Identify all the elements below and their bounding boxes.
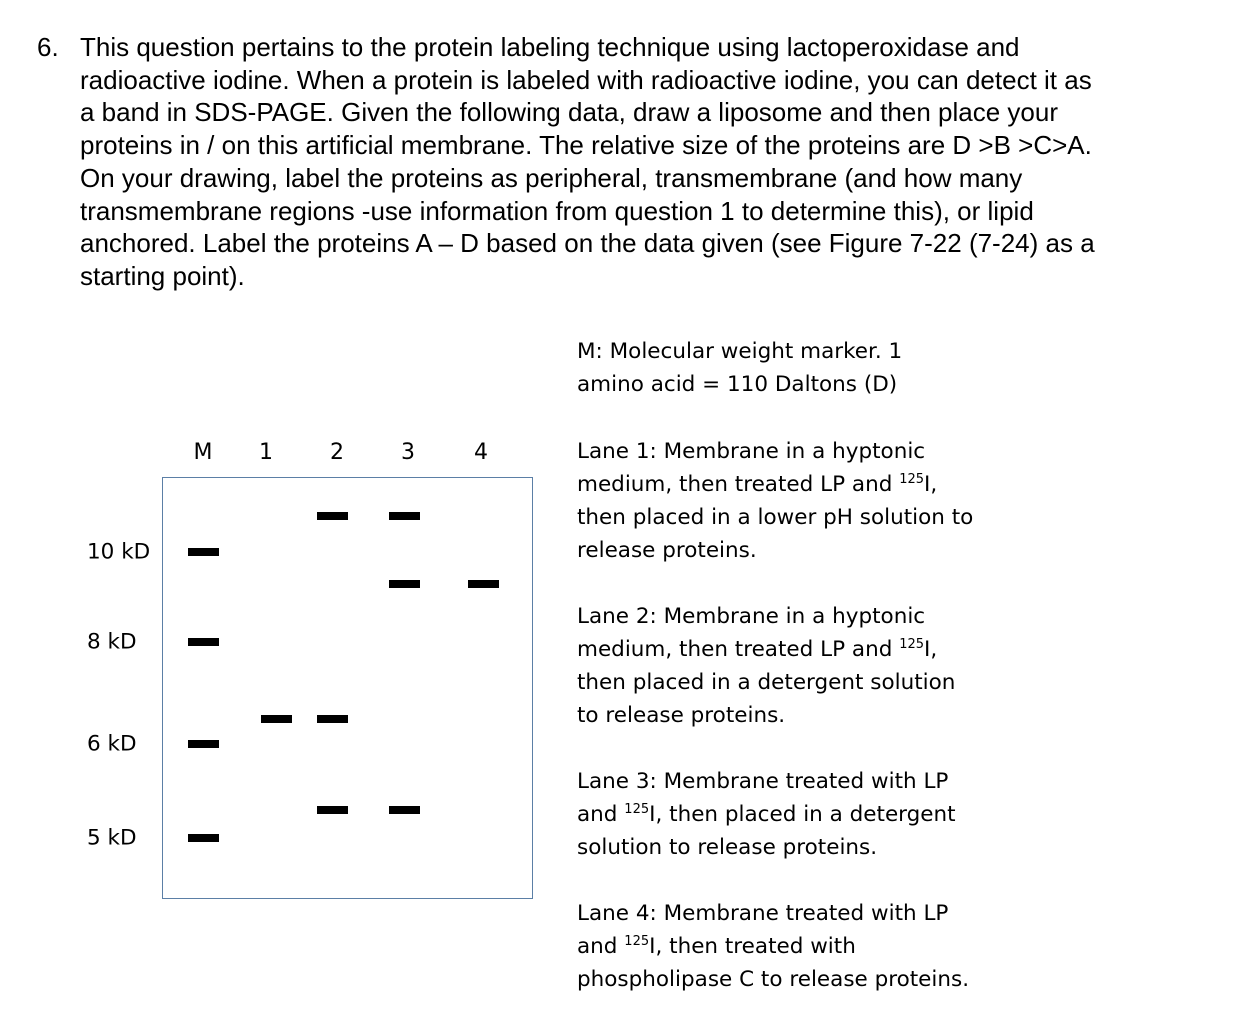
lane-3-band bbox=[389, 512, 420, 520]
lane-3-band bbox=[389, 580, 420, 588]
legend-line: Lane 2: Membrane in a hyptonic bbox=[577, 604, 926, 629]
legend-line: medium, then treated LP and $^{125}$I, bbox=[577, 472, 938, 497]
question-line: starting point). bbox=[80, 260, 245, 291]
legend-line: Lane 3: Membrane treated with LP bbox=[577, 769, 949, 794]
legend-line: M: Molecular weight marker. 1 bbox=[577, 339, 903, 364]
question-line: a band in SDS-PAGE. Given the following data, draw a liposome and then place your bbox=[80, 97, 1058, 128]
lane-4-band bbox=[468, 580, 499, 588]
question-line: anchored. Label the proteins A – D based on the data given (see Figure 7-22 (7-24) as a bbox=[80, 228, 1095, 259]
legend-line: then placed in a detergent solution bbox=[577, 670, 956, 695]
lane-1-band bbox=[261, 715, 292, 723]
question-line: transmembrane regions -use information from question 1 to determine this), or lipid bbox=[80, 195, 1034, 226]
legend-line: Lane 4: Membrane treated with LP bbox=[577, 901, 949, 926]
legend-line: to release proteins. bbox=[577, 703, 786, 728]
lane-2-band bbox=[317, 806, 348, 814]
lane-2-band bbox=[317, 715, 348, 723]
mw-label: 10 kD bbox=[87, 539, 151, 565]
question-line: radioactive iodine. When a protein is labeled with radioactive iodine, you can detect it as bbox=[80, 64, 1092, 95]
legend-line: solution to release proteins. bbox=[577, 835, 878, 860]
mw-label: 5 kD bbox=[87, 825, 137, 851]
legend-line: then placed in a lower pH solution to bbox=[577, 505, 974, 530]
lane-label-2: 2 bbox=[330, 440, 344, 465]
lane-2-band bbox=[317, 512, 348, 520]
lane-label-3: 3 bbox=[401, 440, 415, 465]
legend-line: medium, then treated LP and $^{125}$I, bbox=[577, 637, 938, 662]
lane-label-4: 4 bbox=[474, 440, 488, 465]
marker-band bbox=[188, 740, 219, 748]
marker-band bbox=[188, 548, 219, 556]
marker-band bbox=[188, 638, 219, 646]
mw-label: 8 kD bbox=[87, 629, 137, 655]
legend-line: phospholipase C to release proteins. bbox=[577, 967, 970, 992]
question-number: 6. bbox=[37, 32, 59, 62]
mw-label: 6 kD bbox=[87, 731, 137, 757]
legend-line: release proteins. bbox=[577, 538, 757, 563]
lane-label-1: 1 bbox=[259, 440, 273, 465]
lane-3-band bbox=[389, 806, 420, 814]
question-line: This question pertains to the protein labeling technique using lactoperoxidase and bbox=[80, 32, 1020, 62]
legend-line: amino acid = 110 Daltons (D) bbox=[577, 372, 898, 397]
lane-label-m: M bbox=[193, 440, 213, 465]
question-text bbox=[80, 31, 1230, 293]
question-line: On your drawing, label the proteins as peripheral, transmembrane (and how many bbox=[80, 162, 1023, 193]
legend-line: Lane 1: Membrane in a hyptonic bbox=[577, 439, 926, 464]
marker-band bbox=[188, 834, 219, 842]
legend-line: and $^{125}$I, then treated with bbox=[577, 934, 856, 959]
legend-line: and $^{125}$I, then placed in a detergent bbox=[577, 802, 956, 827]
question-line: proteins in / on this artificial membrane. The relative size of the proteins are D >B >C>A. bbox=[80, 130, 1092, 161]
